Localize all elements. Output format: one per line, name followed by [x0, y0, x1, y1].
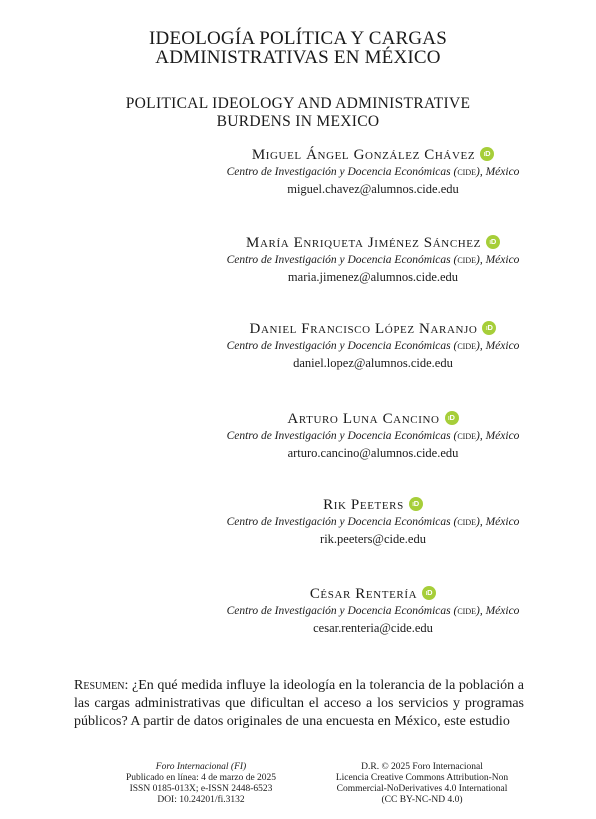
- affiliation-country: ), México: [476, 605, 520, 617]
- abstract-label: Resumen:: [74, 678, 129, 693]
- orcid-icon[interactable]: iD: [482, 321, 496, 335]
- affiliation-abbr: cide: [457, 254, 477, 266]
- author-affiliation: [200, 164, 546, 181]
- footer-license-line-3[interactable]: (CC BY-NC-ND 4.0): [381, 795, 463, 805]
- abstract: [74, 677, 524, 731]
- author-name: César Rentería: [309, 586, 418, 602]
- author-name-row: [200, 585, 546, 603]
- author-name-row: [200, 496, 546, 514]
- author-name-row: [200, 234, 546, 252]
- affiliation-country: ), México: [476, 340, 520, 352]
- author-affiliation: [200, 514, 546, 531]
- author-name-row: [200, 320, 546, 338]
- affiliation-text: Centro de Investigación y Docencia Económicas (: [226, 254, 458, 266]
- title-spanish-line-2: ADMINISTRATIVAS EN MÉXICO: [155, 47, 441, 68]
- author-affiliation: [200, 428, 546, 445]
- footer-issn: ISSN 0185-013X; e-ISSN 2448-6523: [129, 784, 273, 794]
- affiliation-text: Centro de Investigación y Docencia Económicas (: [226, 516, 458, 528]
- footer-license-line-2[interactable]: Commercial-NoDerivatives 4.0 International: [336, 784, 508, 794]
- author-name: María Enriqueta Jiménez Sánchez: [246, 235, 481, 251]
- title-english-line-2: BURDENS IN MEXICO: [216, 113, 380, 130]
- title-spanish-line-1: IDEOLOGÍA POLÍTICA Y CARGAS: [149, 28, 447, 49]
- author-name: Arturo Luna Cancino: [287, 411, 440, 427]
- abstract-text: ¿En qué medida influye la ideología en la tolerancia de la población a las cargas administrativas que dificultan el acceso a los servicios y programas públicos? A partir de datos originales de una encuesta en México, este estudio: [74, 678, 524, 729]
- author-block: [200, 320, 546, 371]
- author-block: [200, 496, 546, 547]
- author-block: [200, 234, 546, 285]
- orcid-icon[interactable]: iD: [409, 497, 423, 511]
- footer-license-line-1[interactable]: Licencia Creative Commons Attribution-Non: [335, 773, 509, 783]
- author-affiliation: [200, 603, 546, 620]
- footer-published-date: Publicado en línea: 4 de marzo de 2025: [125, 773, 277, 783]
- author-email[interactable]: arturo.cancino@alumnos.cide.edu: [287, 446, 459, 460]
- affiliation-text: Centro de Investigación y Docencia Económicas (: [226, 430, 458, 442]
- author-block: [200, 410, 546, 461]
- author-name: Daniel Francisco López Naranjo: [249, 321, 478, 337]
- title-english-line-1: POLITICAL IDEOLOGY AND ADMINISTRATIVE: [125, 95, 471, 112]
- affiliation-abbr: cide: [457, 605, 477, 617]
- author-email[interactable]: maria.jimenez@alumnos.cide.edu: [287, 270, 459, 284]
- orcid-icon[interactable]: iD: [445, 411, 459, 425]
- author-name: Rik Peeters: [323, 497, 404, 513]
- author-email[interactable]: miguel.chavez@alumnos.cide.edu: [287, 182, 459, 196]
- author-email[interactable]: daniel.lopez@alumnos.cide.edu: [293, 356, 453, 370]
- affiliation-abbr: cide: [457, 430, 477, 442]
- orcid-icon[interactable]: iD: [422, 586, 436, 600]
- footer-license-info: [304, 762, 540, 806]
- affiliation-country: ), México: [476, 430, 520, 442]
- author-name-row: [200, 146, 546, 164]
- orcid-icon[interactable]: iD: [486, 235, 500, 249]
- footer-publication-info: [96, 762, 306, 806]
- affiliation-country: ), México: [476, 166, 520, 178]
- affiliation-country: ), México: [476, 516, 520, 528]
- footer-copyright: D.R. © 2025 Foro Internacional: [361, 762, 483, 772]
- affiliation-text: Centro de Investigación y Docencia Económicas (: [226, 605, 458, 617]
- author-name-row: [200, 410, 546, 428]
- author-block: [200, 585, 546, 636]
- orcid-icon[interactable]: iD: [480, 147, 494, 161]
- footer-doi[interactable]: DOI: 10.24201/fi.3132: [157, 795, 245, 805]
- affiliation-abbr: cide: [457, 340, 477, 352]
- affiliation-text: Centro de Investigación y Docencia Económicas (: [226, 340, 458, 352]
- title-english: [0, 95, 596, 131]
- author-email[interactable]: cesar.renteria@cide.edu: [313, 621, 433, 635]
- affiliation-country: ), México: [476, 254, 520, 266]
- author-affiliation: [200, 338, 546, 355]
- author-affiliation: [200, 252, 546, 269]
- affiliation-abbr: cide: [457, 166, 477, 178]
- author-email[interactable]: rik.peeters@cide.edu: [320, 532, 426, 546]
- affiliation-abbr: cide: [457, 516, 477, 528]
- affiliation-text: Centro de Investigación y Docencia Económicas (: [226, 166, 458, 178]
- author-name: Miguel Ángel González Chávez: [251, 147, 476, 163]
- footer-journal: Foro Internacional (FI): [155, 762, 247, 772]
- title-spanish: [0, 29, 596, 67]
- author-block: [200, 146, 546, 197]
